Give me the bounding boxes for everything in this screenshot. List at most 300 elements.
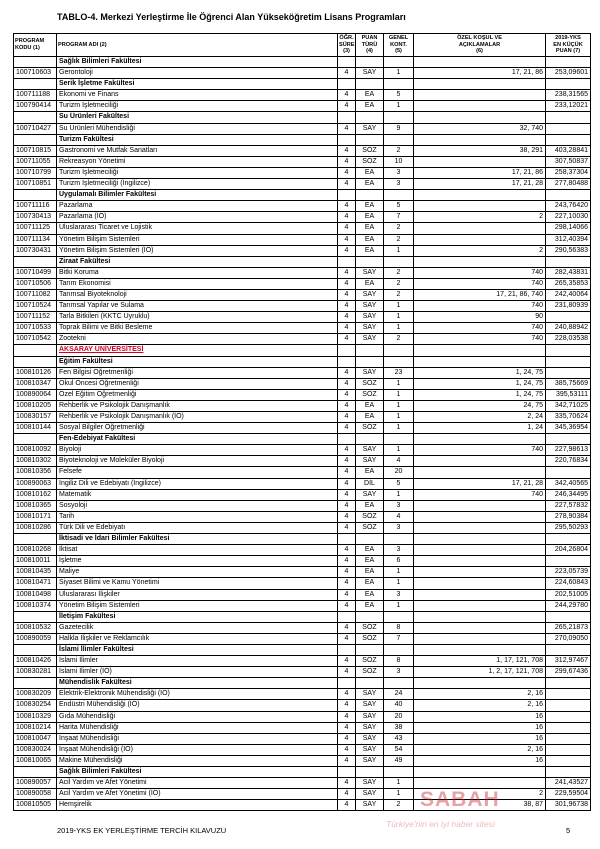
cell-duration: 4 [338,312,356,323]
cell-score-type: EA [356,589,384,600]
cell-min-score: 270,09050 [546,633,591,644]
header-row [14,34,591,57]
program-row [14,545,591,556]
cell-program-name: Tarla Bitkileri (KKTC Uyruklu) [57,312,338,323]
empty-cell [384,434,414,445]
cell-quota: 20 [384,711,414,722]
cell-program-name: Felsefe [57,467,338,478]
cell-program-code: 100810011 [14,556,57,567]
empty-cell [14,767,57,778]
cell-duration: 4 [338,567,356,578]
cell-quota: 1 [384,578,414,589]
empty-cell [338,534,356,545]
cell-program-name: Turizm İşletmeciliği (İngilizce) [57,179,338,190]
cell-score-type: EA [356,234,384,245]
cell-duration: 4 [338,278,356,289]
cell-program-name: Zootekni [57,334,338,345]
cell-quota: 5 [384,201,414,212]
cell-quota: 5 [384,90,414,101]
cell-conditions: 38, 87 [414,800,546,811]
cell-duration: 4 [338,589,356,600]
faculty-name: İktisadi ve İdari Bilimler Fakültesi [57,534,338,545]
program-row [14,445,591,456]
empty-cell [546,256,591,267]
program-row [14,567,591,578]
empty-cell [356,79,384,90]
cell-duration: 4 [338,334,356,345]
cell-min-score: 231,80939 [546,301,591,312]
empty-cell [356,256,384,267]
cell-conditions: 740 [414,301,546,312]
cell-quota: 1 [384,323,414,334]
empty-cell [384,79,414,90]
cell-program-code: 100711188 [14,90,57,101]
cell-score-type: SAY [356,711,384,722]
cell-duration: 4 [338,456,356,467]
empty-cell [338,678,356,689]
cell-quota: 20 [384,467,414,478]
cell-min-score [546,755,591,766]
cell-duration: 4 [338,289,356,300]
cell-program-name: İslami İlimler [57,656,338,667]
program-row [14,123,591,134]
program-row [14,600,591,611]
cell-min-score: 385,75669 [546,378,591,389]
cell-score-type: EA [356,545,384,556]
empty-cell [414,534,546,545]
empty-cell [384,678,414,689]
empty-cell [546,134,591,145]
cell-min-score: 282,43831 [546,267,591,278]
cell-quota: 49 [384,755,414,766]
cell-score-type: SAY [356,689,384,700]
cell-conditions: 2, 16 [414,744,546,755]
cell-program-name: Acil Yardım ve Afet Yönetimi (İÖ) [57,789,338,800]
empty-cell [356,678,384,689]
cell-duration: 4 [338,800,356,811]
cell-quota: 1 [384,378,414,389]
cell-program-name: Acil Yardım ve Afet Yönetimi [57,778,338,789]
watermark [380,788,595,838]
program-row [14,334,591,345]
cell-program-name: Bitki Koruma [57,267,338,278]
cell-score-type: EA [356,578,384,589]
cell-score-type: SAY [356,700,384,711]
program-row [14,511,591,522]
empty-cell [338,644,356,655]
empty-cell [546,190,591,201]
cell-program-name: Fen Bilgisi Öğretmenliği [57,367,338,378]
empty-cell [384,112,414,123]
cell-program-name: Rehberlik ve Psikolojik Danışmanlık [57,400,338,411]
cell-min-score: 403,28841 [546,145,591,156]
program-row [14,212,591,223]
cell-program-code: 100810162 [14,489,57,500]
cell-program-name: İngiliz Dili ve Edebiyatı (İngilizce) [57,478,338,489]
cell-score-type: EA [356,500,384,511]
cell-min-score [546,467,591,478]
cell-score-type: SAY [356,267,384,278]
cell-program-code: 100810498 [14,589,57,600]
program-row [14,489,591,500]
empty-cell [546,678,591,689]
cell-program-code: 100810092 [14,445,57,456]
cell-quota: 3 [384,589,414,600]
cell-conditions: 740 [414,489,546,500]
cell-min-score: 265,21873 [546,622,591,633]
cell-program-name: Özel Eğitim Öğretmenliği [57,389,338,400]
cell-quota: 2 [384,289,414,300]
cell-program-name: Matematik [57,489,338,500]
cell-quota: 43 [384,733,414,744]
empty-cell [14,678,57,689]
cell-min-score: 242,40064 [546,289,591,300]
cell-min-score: 307,50837 [546,156,591,167]
cell-min-score: 240,88942 [546,323,591,334]
cell-quota: 1 [384,68,414,79]
cell-program-code: 100830157 [14,412,57,423]
cell-score-type: SAY [356,68,384,79]
cell-program-name: Biyoteknoloji ve Moleküler Biyoloji [57,456,338,467]
cell-quota: 1 [384,423,414,434]
cell-score-type: SAY [356,289,384,300]
empty-cell [338,256,356,267]
cell-program-name: Halkla İlişkiler ve Reklamcılık [57,633,338,644]
cell-duration: 4 [338,378,356,389]
program-row [14,301,591,312]
empty-cell [546,356,591,367]
empty-cell [14,434,57,445]
header-program-code: PROGRAM KODU (1) [14,34,57,57]
program-row [14,312,591,323]
empty-cell [384,644,414,655]
empty-cell [14,611,57,622]
cell-program-code: 100830024 [14,744,57,755]
empty-cell [414,356,546,367]
program-row [14,179,591,190]
cell-score-type: EA [356,412,384,423]
cell-min-score: 233,12021 [546,101,591,112]
cell-min-score: 301,96738 [546,800,591,811]
cell-score-type: EA [356,245,384,256]
faculty-name: Sağlık Bilimleri Fakültesi [57,767,338,778]
cell-min-score [546,123,591,134]
cell-min-score [546,556,591,567]
cell-duration: 4 [338,522,356,533]
cell-min-score: 299,67436 [546,667,591,678]
empty-cell [338,79,356,90]
cell-conditions [414,101,546,112]
program-row [14,589,591,600]
cell-score-type: SAY [356,744,384,755]
table-title: TABLO-4. Merkezi Yerleştirme İle Öğrenci Alan Yükseköğretim Lisans Programları [57,12,406,22]
program-row [14,378,591,389]
cell-duration: 4 [338,689,356,700]
cell-min-score: 342,40565 [546,478,591,489]
cell-program-code: 100830209 [14,689,57,700]
faculty-header-row [14,767,591,778]
cell-program-code: 100710799 [14,167,57,178]
cell-program-code: 100710506 [14,278,57,289]
cell-quota: 4 [384,456,414,467]
empty-cell [14,134,57,145]
cell-min-score [546,733,591,744]
program-row [14,156,591,167]
cell-min-score: 227,57832 [546,500,591,511]
cell-quota: 38 [384,722,414,733]
cell-min-score: 335,70624 [546,412,591,423]
cell-min-score: 202,51005 [546,589,591,600]
program-row [14,689,591,700]
cell-program-name: Sosyoloji [57,500,338,511]
faculty-header-row [14,644,591,655]
program-row [14,145,591,156]
cell-program-name: Elektrik-Elektronik Mühendisliği (İÖ) [57,689,338,700]
cell-program-code: 100810426 [14,656,57,667]
faculty-header-row [14,256,591,267]
cell-min-score: 244,29780 [546,600,591,611]
faculty-header-row [14,134,591,145]
cell-conditions: 17, 21, 86 [414,167,546,178]
cell-duration: 4 [338,755,356,766]
cell-duration: 4 [338,622,356,633]
cell-program-code: 100810435 [14,567,57,578]
cell-min-score: 312,40394 [546,234,591,245]
cell-program-code: 100810505 [14,800,57,811]
empty-cell [14,57,57,68]
faculty-name: Sağlık Bilimleri Fakültesi [57,57,338,68]
cell-quota: 1 [384,400,414,411]
cell-score-type: SÖZ [356,423,384,434]
faculty-name: Mühendislik Fakültesi [57,678,338,689]
cell-program-code: 100710815 [14,145,57,156]
cell-min-score: 241,43527 [546,778,591,789]
cell-min-score: 295,50293 [546,522,591,533]
cell-conditions: 16 [414,722,546,733]
cell-score-type: EA [356,223,384,234]
cell-quota: 6 [384,556,414,567]
cell-min-score: 298,14066 [546,223,591,234]
cell-program-name: Tarımsal Yapılar ve Sulama [57,301,338,312]
cell-conditions [414,456,546,467]
empty-cell [414,256,546,267]
cell-program-code: 100710427 [14,123,57,134]
cell-program-name: Biyoloji [57,445,338,456]
empty-cell [546,79,591,90]
cell-program-name: Turizm İşletmeciliği [57,167,338,178]
cell-conditions [414,467,546,478]
cell-conditions [414,522,546,533]
empty-cell [384,767,414,778]
cell-conditions [414,90,546,101]
empty-cell [414,190,546,201]
empty-cell [414,57,546,68]
empty-cell [414,134,546,145]
cell-quota: 4 [384,511,414,522]
program-row [14,234,591,245]
cell-quota: 7 [384,633,414,644]
university-header-row [14,345,591,356]
cell-program-name: Tarımsal Biyoteknoloji [57,289,338,300]
cell-duration: 4 [338,234,356,245]
cell-program-code: 100810365 [14,500,57,511]
empty-cell [356,356,384,367]
program-row [14,711,591,722]
faculty-header-row [14,434,591,445]
program-row [14,68,591,79]
cell-duration: 4 [338,500,356,511]
program-row [14,456,591,467]
cell-score-type: SÖZ [356,656,384,667]
empty-cell [356,611,384,622]
cell-program-name: İktisat [57,545,338,556]
cell-program-name: Sosyal Bilgiler Öğretmenliği [57,423,338,434]
cell-score-type: EA [356,212,384,223]
cell-quota: 8 [384,656,414,667]
cell-program-name: Endüstri Mühendisliği (İÖ) [57,700,338,711]
empty-cell [414,434,546,445]
cell-duration: 4 [338,212,356,223]
program-row [14,367,591,378]
cell-conditions: 740 [414,278,546,289]
cell-conditions: 38, 291 [414,145,546,156]
cell-quota: 1 [384,245,414,256]
cell-quota: 7 [384,212,414,223]
cell-program-code: 100710524 [14,301,57,312]
header-min-score: 2019-YKS EN KÜÇÜK PUAN (7) [546,34,591,57]
cell-quota: 3 [384,545,414,556]
cell-program-code: 100830254 [14,700,57,711]
header-duration: ÖĞR. SÜRE (3) [338,34,356,57]
cell-program-code: 100890058 [14,789,57,800]
cell-conditions [414,556,546,567]
cell-score-type: SÖZ [356,633,384,644]
cell-min-score: 258,37304 [546,167,591,178]
cell-program-code: 100810214 [14,722,57,733]
cell-duration: 4 [338,633,356,644]
cell-program-code: 100810205 [14,400,57,411]
cell-min-score: 243,76420 [546,201,591,212]
cell-conditions: 740 [414,334,546,345]
cell-quota: 2 [384,800,414,811]
empty-cell [356,112,384,123]
cell-quota: 9 [384,123,414,134]
cell-duration: 4 [338,600,356,611]
program-row [14,500,591,511]
cell-score-type: SAY [356,334,384,345]
cell-min-score: 342,71025 [546,400,591,411]
program-row [14,412,591,423]
cell-score-type: EA [356,600,384,611]
empty-cell [384,256,414,267]
cell-conditions [414,223,546,234]
empty-cell [338,767,356,778]
cell-program-name: Ekonomi ve Finans [57,90,338,101]
cell-program-code: 100830281 [14,667,57,678]
program-row [14,578,591,589]
cell-duration: 4 [338,201,356,212]
empty-cell [338,134,356,145]
empty-cell [356,345,384,356]
empty-cell [356,534,384,545]
cell-score-type: SAY [356,312,384,323]
cell-duration: 4 [338,445,356,456]
faculty-header-row [14,534,591,545]
empty-cell [14,534,57,545]
cell-conditions: 16 [414,733,546,744]
cell-duration: 4 [338,656,356,667]
empty-cell [356,434,384,445]
cell-conditions: 24, 75 [414,400,546,411]
cell-min-score [546,312,591,323]
cell-program-code: 100711134 [14,234,57,245]
cell-conditions [414,578,546,589]
empty-cell [384,57,414,68]
cell-program-name: Su Ürünleri Mühendisliği [57,123,338,134]
cell-duration: 4 [338,700,356,711]
cell-conditions: 2 [414,212,546,223]
header-score-type: PUAN TÜRÜ (4) [356,34,384,57]
empty-cell [414,767,546,778]
header-conditions: ÖZEL KOŞUL VE AÇIKLAMALAR (6) [414,34,546,57]
program-row [14,522,591,533]
program-row [14,622,591,633]
cell-score-type: SAY [356,445,384,456]
cell-conditions: 740 [414,323,546,334]
cell-conditions: 32, 740 [414,123,546,134]
faculty-header-row [14,678,591,689]
cell-score-type: SAY [356,778,384,789]
faculty-name: Eğitim Fakültesi [57,356,338,367]
cell-score-type: EA [356,90,384,101]
cell-program-name: Toprak Bilimi ve Bitki Besleme [57,323,338,334]
cell-program-name: İnşaat Mühendisliği [57,733,338,744]
cell-program-code: 100890064 [14,389,57,400]
empty-cell [414,345,546,356]
cell-program-name: İşletme [57,556,338,567]
cell-score-type: EA [356,179,384,190]
empty-cell [546,345,591,356]
cell-quota: 23 [384,367,414,378]
cell-quota: 8 [384,622,414,633]
cell-score-type: EA [356,278,384,289]
empty-cell [14,79,57,90]
empty-cell [338,434,356,445]
cell-program-name: Gıda Mühendisliği [57,711,338,722]
cell-min-score: 227,98613 [546,445,591,456]
cell-min-score: 265,35853 [546,278,591,289]
empty-cell [384,190,414,201]
cell-program-name: Yönetim Bilişim Sistemleri [57,600,338,611]
faculty-name: Serik İşletme Fakültesi [57,79,338,90]
cell-conditions [414,545,546,556]
cell-score-type: SAY [356,123,384,134]
cell-conditions [414,234,546,245]
empty-cell [14,256,57,267]
empty-cell [356,134,384,145]
cell-conditions [414,589,546,600]
cell-program-code: 100730431 [14,245,57,256]
cell-conditions [414,622,546,633]
cell-conditions [414,201,546,212]
cell-score-type: SAY [356,456,384,467]
cell-quota: 2 [384,145,414,156]
empty-cell [384,611,414,622]
cell-duration: 4 [338,789,356,800]
cell-conditions [414,156,546,167]
cell-program-code: 100810356 [14,467,57,478]
cell-quota: 1 [384,389,414,400]
